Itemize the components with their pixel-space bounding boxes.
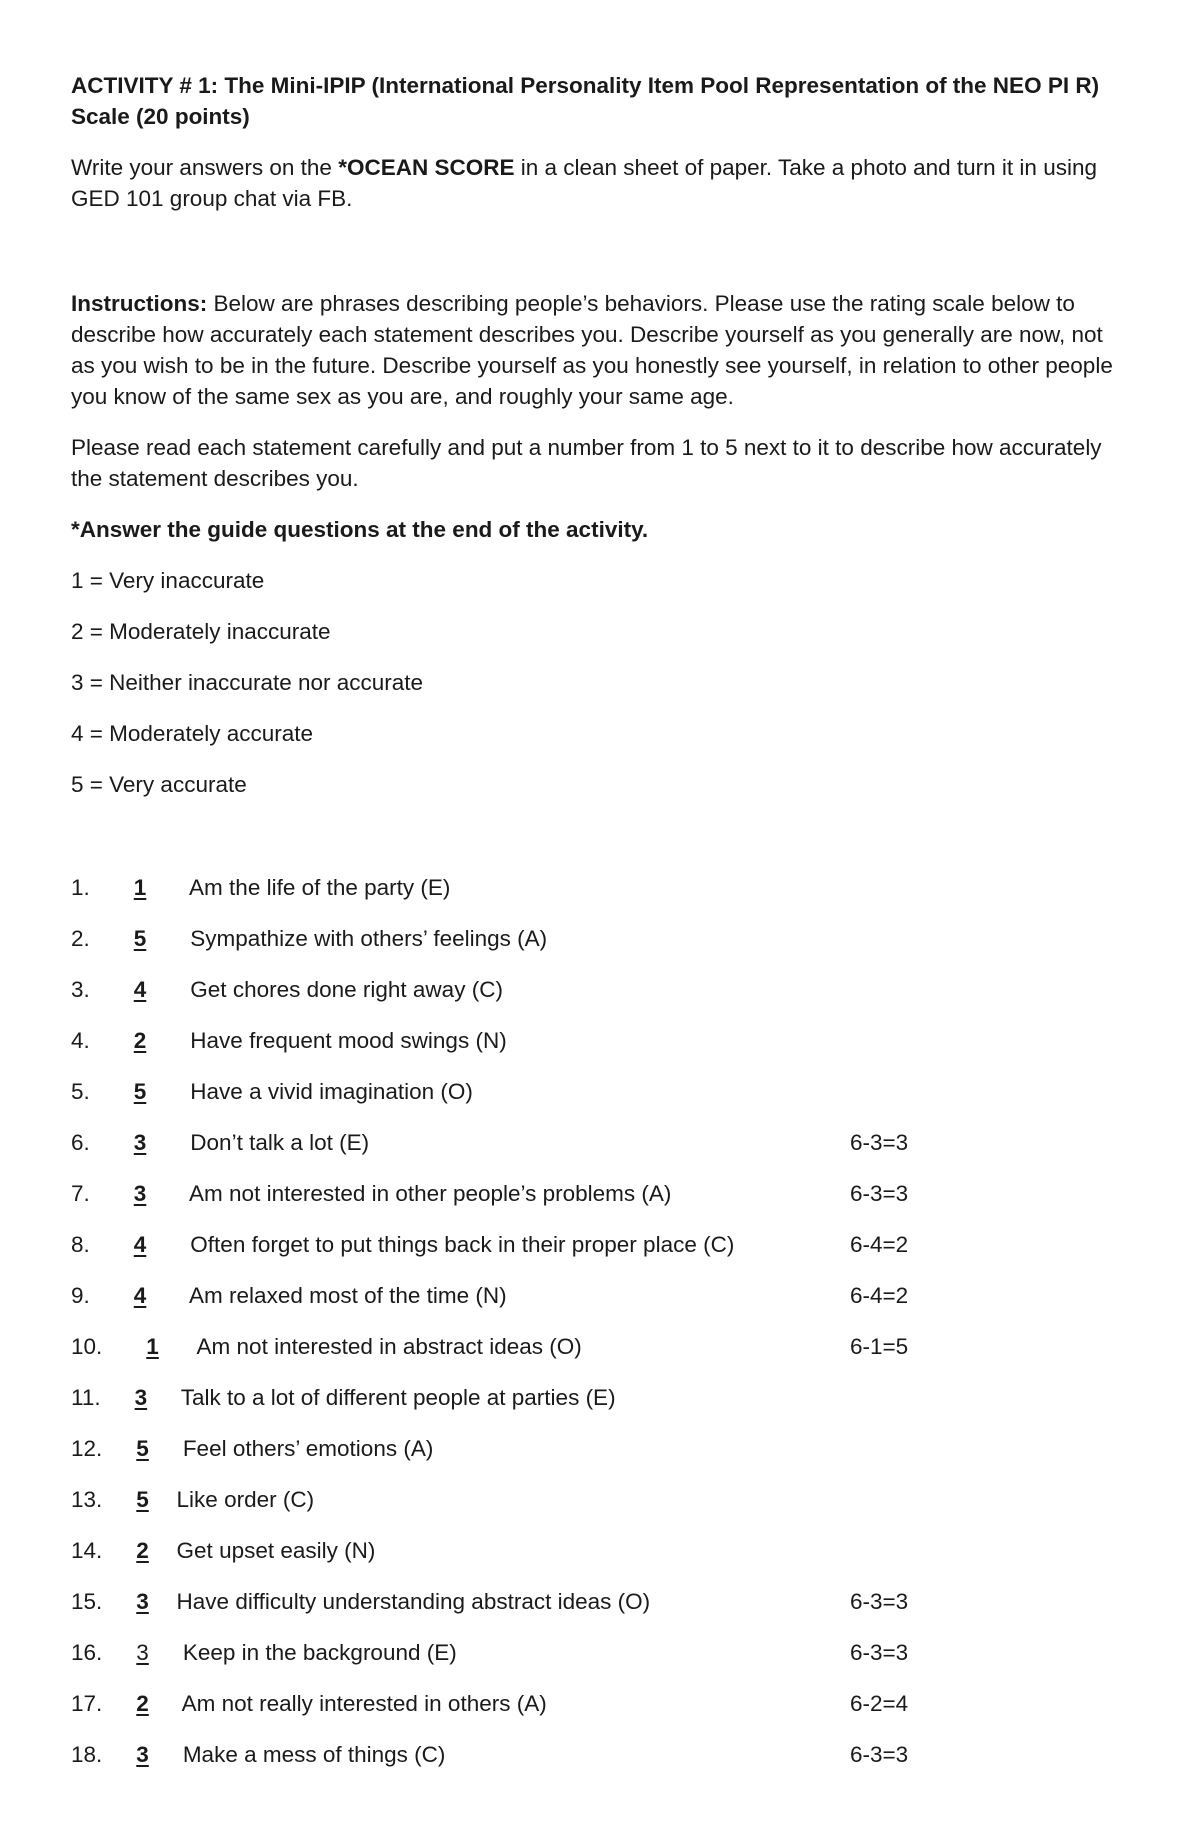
list-item <box>71 1484 1131 1535</box>
answer-blank: 5 <box>133 1079 147 1104</box>
spacer <box>71 820 1131 872</box>
item-number: 2. <box>71 926 90 951</box>
answer-blank: 4 <box>133 1232 147 1257</box>
list-item <box>71 1637 1131 1688</box>
answer-blank: 5 <box>136 1436 149 1461</box>
item-statement: Don’t talk a lot (E) <box>190 1130 370 1155</box>
answer-blank: 5 <box>133 926 147 951</box>
reverse-score: 6-3=3 <box>850 1181 909 1206</box>
reverse-score: 6-2=4 <box>850 1691 909 1716</box>
statement-list <box>71 872 1131 1790</box>
item-number: 3. <box>71 977 90 1002</box>
scale-item-5: 5 = Very accurate <box>71 772 247 797</box>
item-statement: Have a vivid imagination (O) <box>190 1079 473 1104</box>
answer-blank: 3 <box>134 1385 148 1410</box>
item-number: 17. <box>71 1691 103 1716</box>
item-statement: Have frequent mood swings (N) <box>190 1028 507 1053</box>
item-number: 6. <box>71 1130 90 1155</box>
answer-blank: 3 <box>136 1640 149 1665</box>
list-item <box>71 1382 1131 1433</box>
scale-item-1: 1 = Very inaccurate <box>71 568 265 593</box>
list-item <box>71 1688 1131 1739</box>
list-item <box>71 872 1131 923</box>
document-page <box>71 70 1131 1790</box>
list-item <box>71 1025 1131 1076</box>
spacer <box>71 234 1131 288</box>
answer-blank: 2 <box>133 1028 147 1053</box>
list-item <box>71 1433 1131 1484</box>
activity-title: ACTIVITY # 1: The Mini-IPIP (International Personality Item Pool Representation of the NEO PI R) Scale (20 points) <box>71 73 1100 129</box>
answer-blank: 4 <box>133 1283 147 1308</box>
list-item <box>71 1076 1131 1127</box>
reverse-score: 6-3=3 <box>850 1742 909 1767</box>
reverse-score: 6-1=5 <box>850 1334 909 1359</box>
reverse-score: 6-3=3 <box>850 1640 909 1665</box>
item-number: 5. <box>71 1079 90 1104</box>
list-item <box>71 1586 1131 1637</box>
scale-item-4: 4 = Moderately accurate <box>71 721 314 746</box>
item-statement: Make a mess of things (C) <box>182 1742 446 1767</box>
item-statement: Am not interested in other people’s problems (A) <box>189 1181 672 1206</box>
ocean-score-label: *OCEAN SCORE <box>338 155 515 180</box>
reverse-score: 6-3=3 <box>850 1589 909 1614</box>
answer-blank: 3 <box>133 1130 147 1155</box>
item-statement: Keep in the background (E) <box>182 1640 457 1665</box>
guide-note: *Answer the guide questions at the end of the activity. <box>71 517 649 542</box>
list-item <box>71 1739 1131 1790</box>
answer-blank: 2 <box>136 1538 149 1563</box>
item-number: 9. <box>71 1283 90 1308</box>
item-number: 7. <box>71 1181 90 1206</box>
item-statement: Talk to a lot of different people at parties (E) <box>180 1385 616 1410</box>
item-number: 14. <box>71 1538 103 1563</box>
item-statement: Get chores done right away (C) <box>190 977 503 1002</box>
item-statement: Often forget to put things back in their proper place (C) <box>190 1232 735 1257</box>
intro-paragraph <box>71 152 1131 214</box>
answer-blank: 4 <box>133 977 147 1002</box>
item-number: 4. <box>71 1028 90 1053</box>
answer-blank: 2 <box>136 1691 149 1716</box>
item-statement: Have difficulty understanding abstract ideas (O) <box>176 1589 651 1614</box>
item-number: 8. <box>71 1232 90 1257</box>
item-statement: Feel others’ emotions (A) <box>182 1436 434 1461</box>
answer-blank: 3 <box>136 1742 149 1767</box>
answer-blank: 1 <box>146 1334 159 1359</box>
instructions-text: Below are phrases describing people’s behaviors. Please use the rating scale below to describe how accurately each statement describes you. Describe yourself as you generally are now, not as you wish to be in the future. Describe yourself as you honestly see yourself, in relation to other people you know of the same sex as you are, and roughly your same age. <box>71 291 1113 409</box>
item-number: 13. <box>71 1487 103 1512</box>
reverse-score: 6-3=3 <box>850 1130 909 1155</box>
intro-text-before: Write your answers on the <box>71 155 339 180</box>
list-item <box>71 1229 1131 1280</box>
reverse-score: 6-4=2 <box>850 1283 909 1308</box>
item-number: 18. <box>71 1742 103 1767</box>
intro-text-after: in a clean sheet of paper. Take a photo and turn it in using GED 101 group chat via FB. <box>71 155 1097 211</box>
item-number: 1. <box>71 875 90 900</box>
list-item <box>71 974 1131 1025</box>
instructions-label: Instructions: <box>71 291 208 316</box>
item-statement: Am not interested in abstract ideas (O) <box>196 1334 582 1359</box>
item-number: 12. <box>71 1436 103 1461</box>
rating-scale <box>71 565 1131 800</box>
list-item <box>71 1178 1131 1229</box>
reverse-score: 6-4=2 <box>850 1232 909 1257</box>
list-item <box>71 1127 1131 1178</box>
list-item <box>71 1280 1131 1331</box>
list-item <box>71 1331 1131 1382</box>
item-number: 11. <box>71 1385 101 1410</box>
item-statement: Am the life of the party (E) <box>189 875 451 900</box>
answer-blank: 5 <box>136 1487 149 1512</box>
read-note: Please read each statement carefully and put a number from 1 to 5 next to it to describe how accurately the statement describes you. <box>71 435 1102 491</box>
scale-item-2: 2 = Moderately inaccurate <box>71 619 331 644</box>
scale-item-3: 3 = Neither inaccurate nor accurate <box>71 670 424 695</box>
answer-blank: 1 <box>133 875 147 900</box>
item-statement: Like order (C) <box>176 1487 315 1512</box>
list-item <box>71 1535 1131 1586</box>
answer-blank: 3 <box>136 1589 149 1614</box>
answer-blank: 3 <box>133 1181 147 1206</box>
instructions-paragraph <box>71 288 1131 412</box>
item-statement: Sympathize with others’ feelings (A) <box>190 926 548 951</box>
item-statement: Get upset easily (N) <box>176 1538 376 1563</box>
item-statement: Am relaxed most of the time (N) <box>189 1283 507 1308</box>
item-number: 16. <box>71 1640 103 1665</box>
item-number: 15. <box>71 1589 103 1614</box>
item-statement: Am not really interested in others (A) <box>181 1691 547 1716</box>
list-item <box>71 923 1131 974</box>
item-number: 10. <box>71 1334 103 1359</box>
